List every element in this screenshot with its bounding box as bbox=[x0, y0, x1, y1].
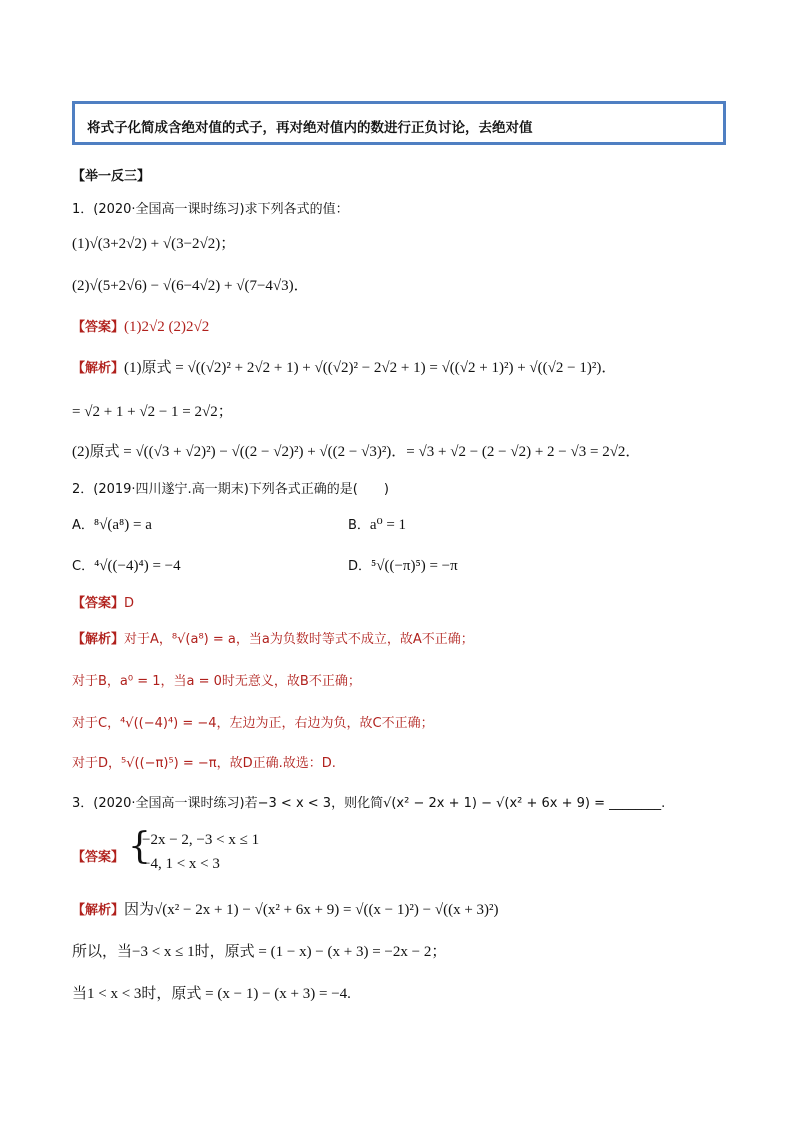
q2-option-c[interactable] bbox=[72, 555, 181, 575]
q2-option-d[interactable] bbox=[348, 555, 458, 575]
q1-part1: (1)√(3+2√2) + √(3−2√2)； bbox=[72, 236, 236, 252]
q2-answer-line bbox=[72, 592, 134, 611]
q1-answer-label: 【答案】 bbox=[72, 320, 125, 335]
q3-analysis-3: 当1 < x < 3时，原式 = (x − 1) − (x + 3) = −4. bbox=[72, 986, 351, 1002]
q1-analysis-line1 bbox=[72, 356, 616, 377]
section-title: 【举一反三】 bbox=[72, 169, 151, 184]
q1-analysis-2: = √2 + 1 + √2 − 1 = 2√2； bbox=[72, 404, 233, 420]
q2-option-b[interactable] bbox=[348, 514, 406, 534]
q2-analysis-d: 对于D，⁵√((−π)⁵) = −π，故D正确.故选：D. bbox=[72, 756, 336, 771]
q2-answer-label: 【答案】 bbox=[72, 596, 125, 611]
q2-analysis-c: 对于C，⁴√((−4)⁴) = −4，左边为正，右边为负，故C不正确； bbox=[72, 716, 434, 731]
q2-option-d-expr: ⁵√((−π)⁵) = −π bbox=[371, 558, 458, 574]
q3-stem: 3．(2020·全国高一课时练习)若−3 < x < 3，则化简√(x² − 2x + 1) − √(x² + 6x + 9) = ________. bbox=[72, 796, 666, 811]
q2-option-a-label: A． bbox=[72, 518, 94, 533]
q1-answer-line bbox=[72, 316, 209, 336]
q3-analysis-2: 所以，当−3 < x ≤ 1时，原式 = (1 − x) − (x + 3) = −2x − 2； bbox=[72, 944, 447, 960]
q3-analysis-1: 因为√(x² − 2x + 1) − √(x² + 6x + 9) = √((x − 1)²) − √((x + 3)²) bbox=[124, 902, 499, 918]
q2-analysis-a-line bbox=[72, 628, 474, 647]
q2-analysis-label: 【解析】 bbox=[72, 632, 125, 647]
q1-answer-value: (1)2√2 (2)2√2 bbox=[124, 319, 210, 335]
q2-option-c-label: C． bbox=[72, 559, 95, 574]
q2-analysis-a: 对于A，⁸√(a⁸) = a，当a为负数时等式不成立，故A不正确； bbox=[124, 632, 474, 647]
q2-option-b-expr: a⁰ = 1 bbox=[369, 517, 407, 533]
q1-analysis-label: 【解析】 bbox=[72, 361, 125, 376]
q2-option-a-expr: ⁸√(a⁸) = a bbox=[93, 517, 152, 533]
method-box bbox=[72, 101, 726, 145]
q1-analysis-3: (2)原式 = √((√3 + √2)²) − √((2 − √2)²) + √((2 − √3)²)．= √3 + √2 − (2 − √2) + 2 − √3 = 2√2． bbox=[72, 444, 641, 460]
q3-answer-case2: −4, 1 < x < 3 bbox=[142, 856, 220, 872]
q2-option-a[interactable] bbox=[72, 514, 152, 534]
q1-part2: (2)√(5+2√6) − √(6−4√2) + √(7−4√3)． bbox=[72, 278, 309, 294]
piecewise-brace-icon: { bbox=[128, 826, 151, 867]
q3-answer-label: 【答案】 bbox=[72, 850, 125, 865]
q2-option-d-label: D． bbox=[348, 559, 372, 574]
q2-option-b-label: B． bbox=[348, 518, 370, 533]
q2-answer-value: D bbox=[124, 596, 135, 611]
q2-stem: 2．(2019·四川遂宁.高一期末)下列各式正确的是( ) bbox=[72, 482, 389, 497]
q2-option-c-expr: ⁴√((−4)⁴) = −4 bbox=[94, 558, 181, 574]
q1-analysis-1: (1)原式 = √((√2)² + 2√2 + 1) + √((√2)² − 2√2 + 1) = √((√2 + 1)²) + √((√2 − 1)²)． bbox=[124, 360, 617, 376]
q3-answer-case1: −2x − 2, −3 < x ≤ 1 bbox=[142, 832, 260, 848]
q3-analysis-line1 bbox=[72, 898, 499, 919]
q3-analysis-label: 【解析】 bbox=[72, 903, 125, 918]
q1-stem: 1．(2020·全国高一课时练习)求下列各式的值： bbox=[72, 202, 349, 217]
method-box-text: 将式子化简成含绝对值的式子，再对绝对值内的数进行正负讨论，去绝对值 bbox=[87, 120, 533, 136]
q2-analysis-b: 对于B，a⁰ = 1，当a = 0时无意义，故B不正确； bbox=[72, 674, 361, 689]
